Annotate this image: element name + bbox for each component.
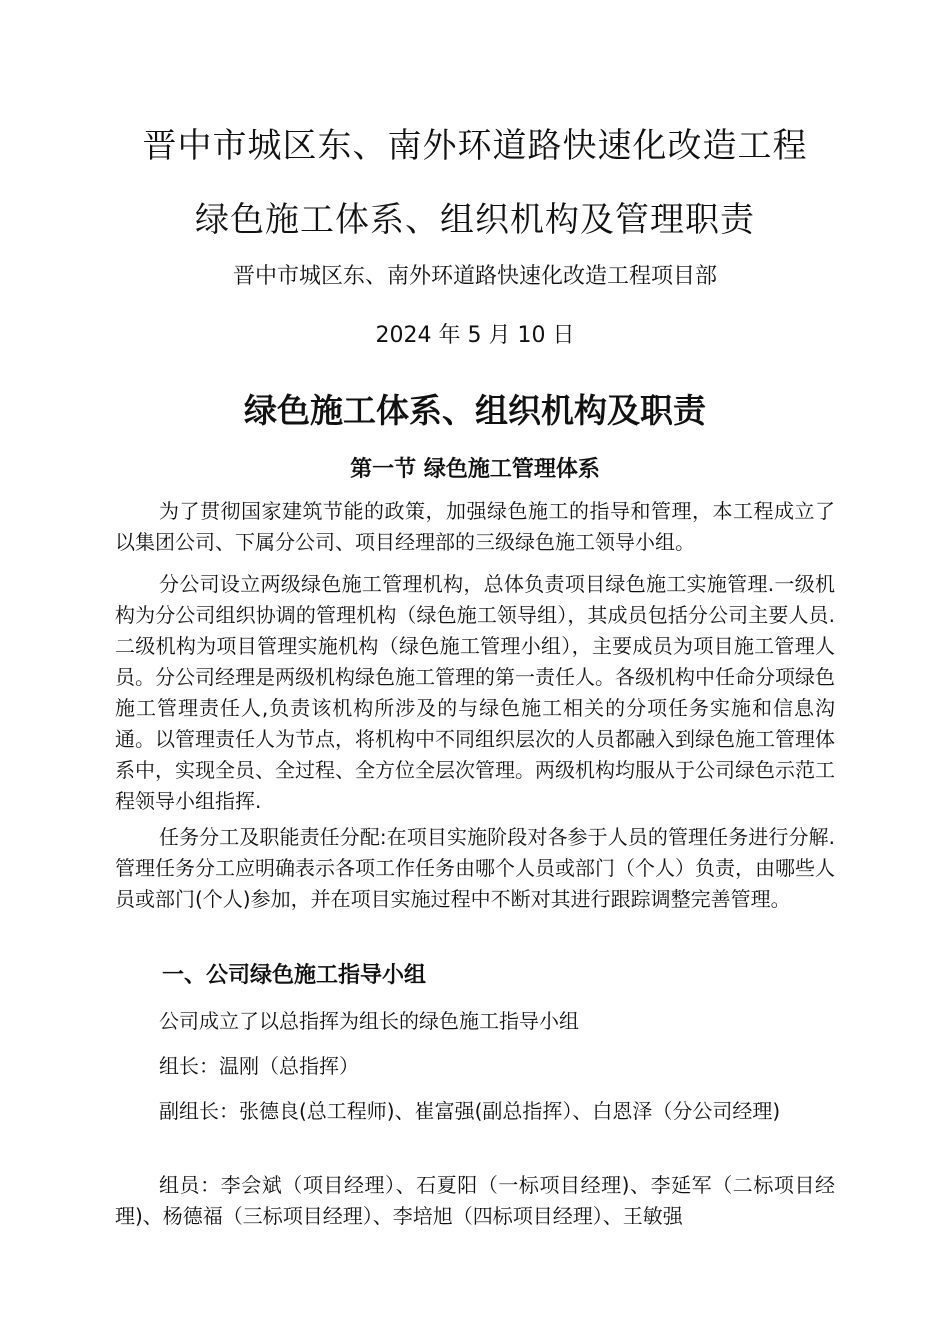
cover-title-line1: 晋中市城区东、南外环道路快速化改造工程 [142,126,808,166]
cover-organization: 晋中市城区东、南外环道路快速化改造工程项目部 [232,264,717,289]
document-heading: 绿色施工体系、组织机构及职责 [244,391,706,430]
group-leader: 组长：温刚（总指挥） [159,1054,359,1078]
subsection-intro: 公司成立了以总指挥为组长的绿色施工指导小组 [159,1009,579,1033]
cover-date: 2024 年 5 月 10 日 [375,323,575,348]
section-title: 第一节 绿色施工管理体系 [350,457,600,482]
cover-title-line2: 绿色施工体系、组织机构及管理职责 [195,200,755,240]
group-members: 组员：李会斌（项目经理）、石夏阳（一标项目经理)、李延军（二标项目经理)、杨德福（三标项目经理）、李培旭（四标项目经理）、王敏强 [115,1173,835,1228]
section-paragraph-2: 分公司设立两级绿色施工管理机构，总体负责项目绿色施工实施管理.一级机构为分公司组织协调的管理机构（绿色施工领导组），其成员包括分公司主要人员.二级机构为项目管理实施机构（绿色施工管理小组），主要成员为项目施工管理人员。分公司经理是两级机构绿色施工管理的第一责任人。各级机构中任命分项绿色施工管理责任人,负责该机构所涉及的与绿色施工相关的分项任务实施和信息沟通。以管理责任人为节点，将机构中不同组织层次的人员都融入到绿色施工管理体系中，实现全员、全过程、全方位全层次管理。两级机构均服从于公司绿色示范工程领导小组指挥. [115,572,835,813]
section-paragraph-1: 为了贯彻国家建筑节能的政策，加强绿色施工的指导和管理，本工程成立了以集团公司、下属分公司、项目经理部的三级绿色施工领导小组。 [115,499,835,554]
group-deputies: 副组长：张德良(总工程师)、崔富强(副总指挥）、白恩泽（分公司经理) [159,1099,781,1123]
section-paragraph-3: 任务分工及职能责任分配:在项目实施阶段对各参于人员的管理任务进行分解.管理任务分工应明确表示各项工作任务由哪个人员或部门（个人）负责，由哪些人员或部门(个人)参加，并在项目实施过程中不断对其进行跟踪调整完善管理。 [115,825,835,911]
subsection-title: 一、公司绿色施工指导小组 [162,963,427,988]
